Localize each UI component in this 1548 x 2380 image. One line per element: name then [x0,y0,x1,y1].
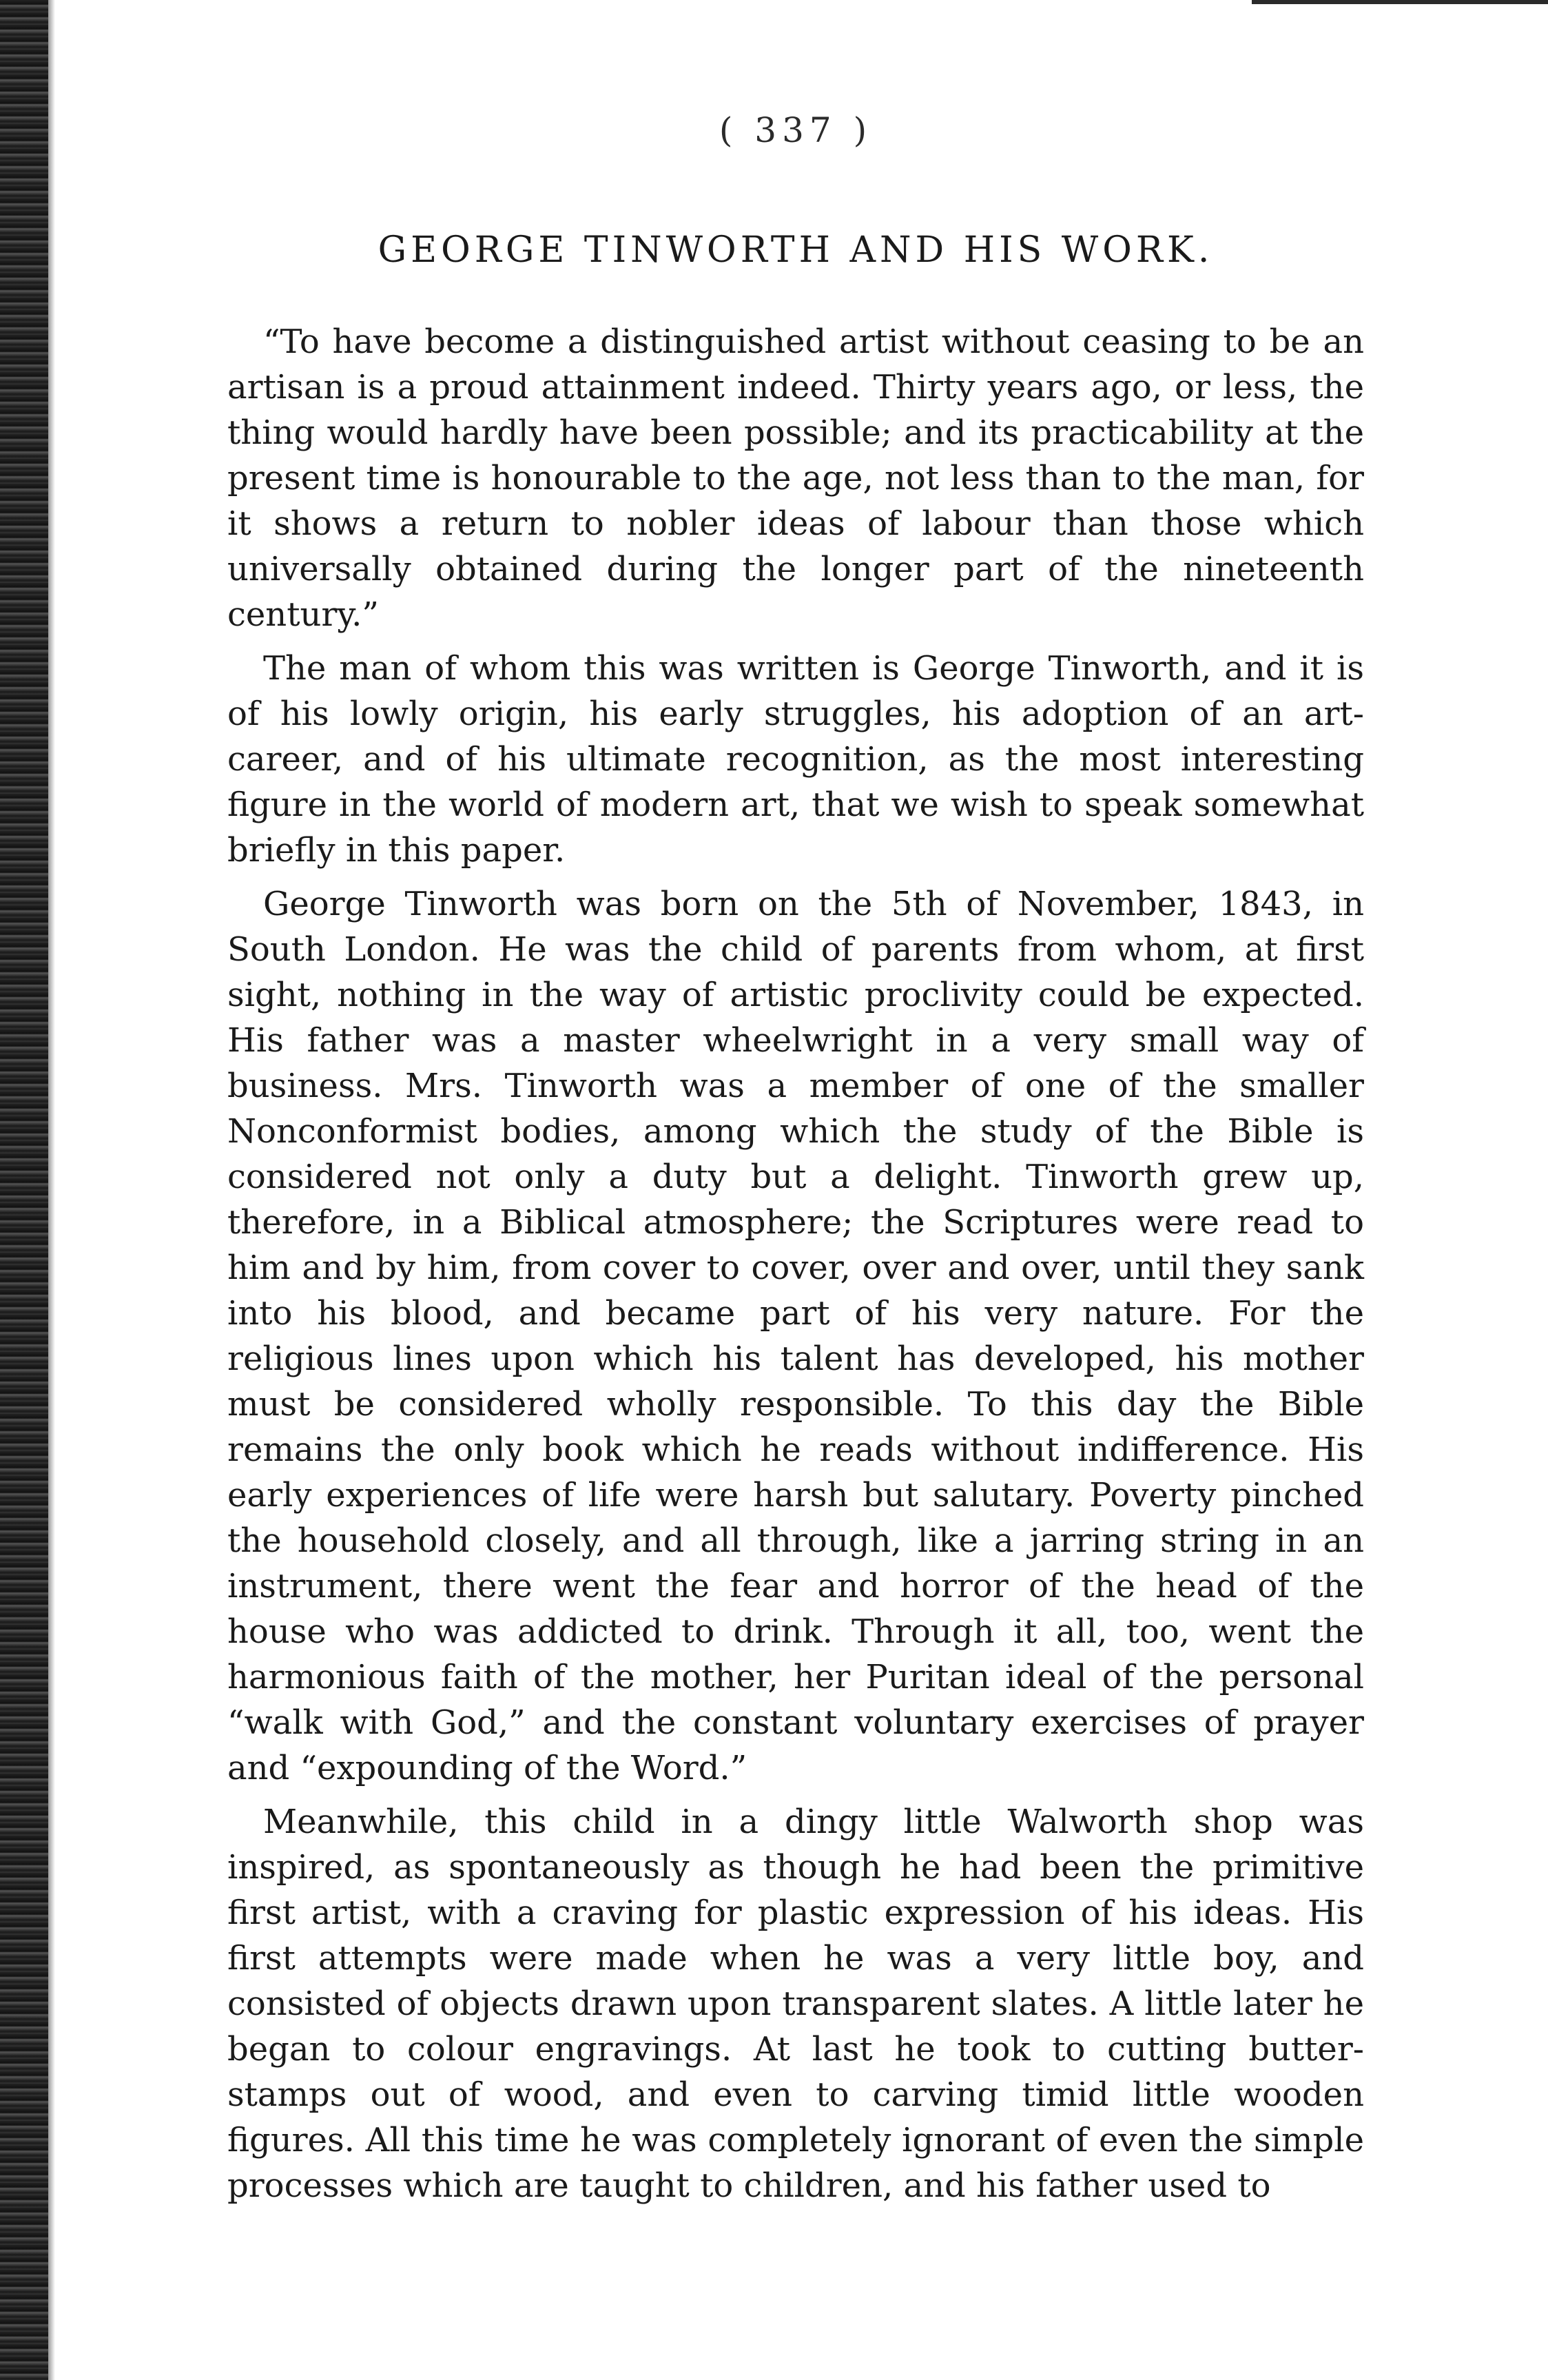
scan-binding-edge [0,0,48,2380]
body-paragraph: George Tinworth was born on the 5th of November, 1843, in South London. He was the child of parents from whom, at first sight, nothing in the way of artistic proclivity could be expected. His father was a master wheelwright in a very small way of business. Mrs. Tinworth was a member of one of the smaller Nonconformist bodies, among which the study of the Bible is considered not only a duty but a delight. Tinworth grew up, therefore, in a Biblical atmosphere; the Scriptures were read to him and by him, from cover to cover, over and over, until they sank into his blood, and became part of his very nature. For the religious lines upon which his talent has developed, his mother must be considered wholly responsible. To this day the Bible remains the only book which he reads without indifference. His early experiences of life were harsh but salutary. Poverty pinched the household closely, and all through, like a jarring string in an instrument, there went the fear and horror of the head of the house who was addicted to drink. Through it all, too, went the harmonious faith of the mother, her Puritan ideal of the personal “walk with God,” and the constant voluntary exercises of prayer and “expounding of the Word.” [227,885,1364,1787]
opening-quote-paragraph: “To have become a distinguished artist without ceasing to be an artisan is a proud attainment indeed. Thirty years ago, or less, the thing would hardly have been possible; and its practicability at the present time is honourable to the age, not less than to the man, for it shows a return to nobler ideas of labour than those which universally obtained during the longer part of the nineteenth century.” [227,322,1364,634]
text-column [227,110,1364,2217]
body-paragraph: Meanwhile, this child in a dingy little Walworth shop was inspired, as spontaneously as though he had been the primitive first artist, with a craving for plastic expression of his ideas. His first attempts were made when he was a very little boy, and consisted of objects drawn upon transparent slates. A little later he began to colour engravings. At last he took to cutting butter-stamps out of wood, and even to carving timid little wooden figures. All this time he was completely ignorant of even the simple processes which are taught to children, and his father used to [227,1803,1364,2205]
body-paragraph: The man of whom this was written is George Tinworth, and it is of his lowly origin, his early struggles, his adoption of an art-career, and of his ultimate recognition, as the most interesting figure in the world of modern art, that we wish to speak somewhat briefly in this paper. [227,649,1364,870]
article-title: GEORGE TINWORTH AND HIS WORK. [378,229,1214,271]
scan-binding-shadow [48,0,55,2380]
page-number: ( 337 ) [719,110,873,150]
top-edge-rule [1252,0,1548,4]
